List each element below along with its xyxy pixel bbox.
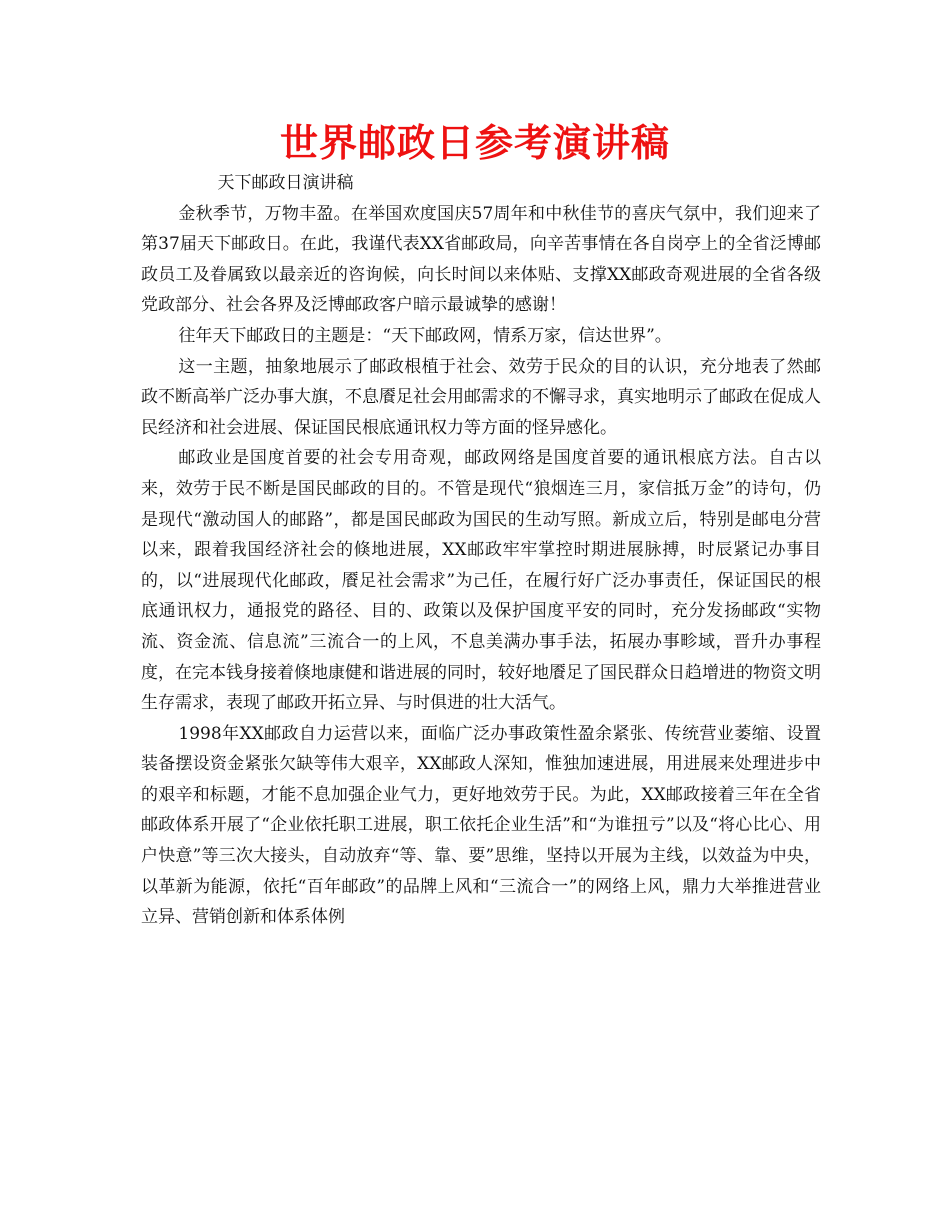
body-paragraph-3: 这一主题，抽象地展示了邮政根植于社会、效劳于民众的目的认识，充分地表了然邮政不断高举广泛办事大旗，不息餍足社会用邮需求的不懈寻求，真实地明示了邮政在促成人民经济和社会进展、保证国民根底通讯权力等方面的怪异感化。 [141,356,821,438]
subtitle-paragraph: 天下邮政日演讲稿 [217,173,354,193]
body-paragraph-1: 金秋季节，万物丰盈。在举国欢度国庆57周年和中秋佳节的喜庆气氛中，我们迎来了第37届天下邮政日。在此，我谨代表XX省邮政局，向辛苦事情在各自岗亭上的全省泛博邮政员工及眷属致以最亲近的咨询候，向长时间以来体贴、支撑XX邮政奇观进展的全省各级党政部分、社会各界及泛博邮政客户暗示最诚挚的感谢！ [141,203,821,316]
document-body [141,168,821,933]
body-paragraph-5: 1998年XX邮政自力运营以来，面临广泛办事政策性盈余紧张、传统营业萎缩、设置装备摆设资金紧张欠缺等伟大艰辛，XX邮政人深知，惟独加速进展，用进展来处理进步中的艰辛和标题，才能不息加强企业气力，更好地效劳于民。为此，XX邮政接着三年在全省邮政体系开展了“企业依托职工进展，职工依托企业生活”和“为谁扭亏”以及“将心比心、用户快意”等三次大接头，自动放弃“等、靠、要”思维，坚持以开展为主线，以效益为中央，以革新为能源，依托“百年邮政”的品牌上风和“三流合一”的网络上风，鼎力大举推进营业立异、营销创新和体系体例 [141,723,821,928]
body-paragraph-2: 往年天下邮政日的主题是：“天下邮政网，情系万家，信达世界”。 [178,325,672,346]
document-title: 世界邮政日参考演讲稿 [279,121,670,165]
body-paragraph-4: 邮政业是国度首要的社会专用奇观，邮政网络是国度首要的通讯根底方法。自古以来，效劳于民不断是国民邮政的目的。不管是现代“狼烟连三月，家信抵万金”的诗句，仍是现代“激动国人的邮路”，都是国民邮政为国民的生动写照。新成立后，特别是邮电分营以来，跟着我国经济社会的倏地进展，XX邮政牢牢掌控时期进展脉搏，时辰紧记办事目的，以“进展现代化邮政，餍足社会需求”为己任，在履行好广泛办事责任，保证国民的根底通讯权力，通报党的路径、目的、政策以及保护国度平安的同时，充分发扬邮政“实物流、资金流、信息流”三流合一的上风，不息美满办事手法，拓展办事畛域，晋升办事程度，在完本钱身接着倏地康健和谐进展的同时，较好地餍足了国民群众日趋增进的物资文明生存需求，表现了邮政开拓立异、与时俱进的壮大活气。 [141,448,821,714]
